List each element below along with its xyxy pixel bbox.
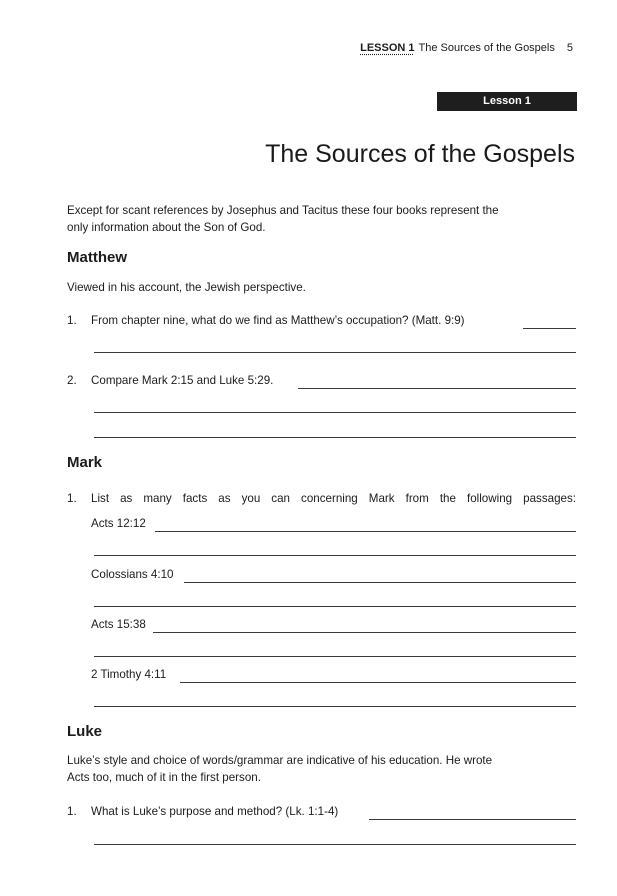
intro-line-1: Except for scant references by Josephus and Tacitus these four books represent the [67, 204, 499, 217]
question-text: What is Luke’s purpose and method? (Lk. 1:1-4) [91, 805, 339, 818]
answer-line[interactable] [94, 706, 576, 707]
answer-line[interactable] [94, 606, 576, 607]
lesson-tab: Lesson 1 [437, 92, 577, 111]
answer-line[interactable] [94, 656, 576, 657]
answer-line[interactable] [184, 582, 576, 583]
question-number: 1. [67, 492, 77, 505]
luke-intro-line-2: Acts too, much of it in the first person. [67, 771, 261, 784]
section-heading-luke: Luke [67, 723, 103, 740]
running-header [0, 42, 573, 54]
answer-line[interactable] [523, 328, 576, 329]
page-number: 5 [566, 42, 573, 54]
running-header-lesson: LESSON 1 [360, 42, 415, 54]
luke-intro-line-1: Luke’s style and choice of words/grammar are indicative of his education. He wrote [67, 754, 493, 767]
section-heading-matthew: Matthew [67, 249, 127, 266]
question-number: 2. [67, 374, 77, 387]
answer-line[interactable] [94, 555, 576, 556]
question-text: Compare Mark 2:15 and Luke 5:29. [91, 374, 274, 387]
answer-line[interactable] [180, 682, 576, 683]
answer-line[interactable] [94, 412, 576, 413]
question-number: 1. [67, 314, 77, 327]
passage-label: Acts 12:12 [91, 517, 146, 530]
intro-line-2: only information about the Son of God. [67, 221, 266, 234]
passage-label: Colossians 4:10 [91, 568, 174, 581]
answer-line[interactable] [155, 531, 576, 532]
answer-line[interactable] [369, 819, 576, 820]
question-text: List as many facts as you can concerning Mark from the following passages: [91, 492, 576, 505]
answer-line[interactable] [94, 352, 576, 353]
question-text: From chapter nine, what do we find as Matthew’s occupation? (Matt. 9:9) [91, 314, 465, 327]
answer-line[interactable] [298, 388, 576, 389]
passage-label: Acts 15:38 [91, 618, 146, 631]
question-number: 1. [67, 805, 77, 818]
answer-line[interactable] [153, 632, 576, 633]
passage-label: 2 Timothy 4:11 [91, 668, 167, 681]
section-heading-mark: Mark [67, 454, 103, 471]
answer-line[interactable] [94, 844, 576, 845]
running-header-title: The Sources of the Gospels [418, 42, 555, 54]
answer-line[interactable] [94, 437, 576, 438]
matthew-intro: Viewed in his account, the Jewish perspective. [67, 281, 306, 294]
page-title: The Sources of the Gospels [265, 140, 575, 168]
